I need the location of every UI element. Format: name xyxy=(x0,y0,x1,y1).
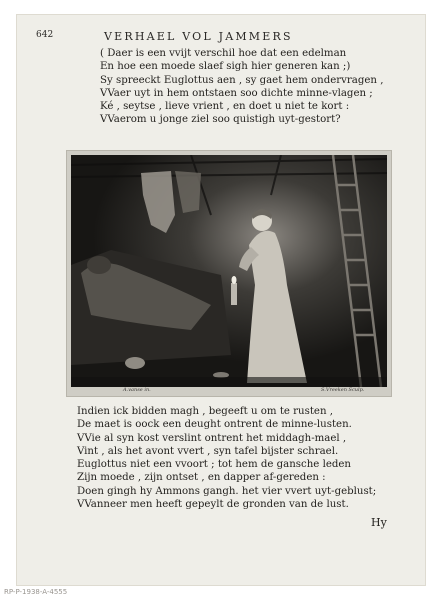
running-title: VERHAEL VOL JAMMERS xyxy=(104,30,293,43)
page-number: 642 xyxy=(36,30,54,40)
verse-line: VVaer uyt in hem ontstaen soo dichte minne-vlagen ; xyxy=(100,87,373,99)
collection-stamp: RP-P-1938-A-4555 xyxy=(4,588,68,596)
engraving-image xyxy=(71,155,387,387)
verse-line: VVanneer men heeft gepeylt de gronden van de lust. xyxy=(77,499,349,511)
verse-top xyxy=(100,47,383,127)
verse-line: ( Daer is een vvijt verschil hoe dat een edelman xyxy=(100,48,347,59)
verse-line: Euglottus niet een vvoort ; tot hem de gansche leden xyxy=(77,459,351,471)
engraving-signature-left: A.vanse in. xyxy=(123,387,151,393)
verse-line: Ké , seytse , lieve vrient , en doet u niet te kort : xyxy=(100,101,350,113)
engraving-plate xyxy=(66,150,392,397)
verse-bottom xyxy=(77,405,376,511)
verse-line: Sy spreeckt Euglottus aen , sy gaet hem ondervragen , xyxy=(100,74,384,86)
engraving-signature-right: S.Vreeken Sculp. xyxy=(321,387,365,393)
verse-line: VVaerom u jonge ziel soo quistigh uyt-gestort? xyxy=(100,114,341,126)
catchword: Hy xyxy=(371,516,387,529)
verse-line: Vint , als het avont vvert , syn tafel bijster schrael. xyxy=(77,445,339,457)
verse-line: Doen gingh hy Ammons gangh. het vier vvert uyt-geblust; xyxy=(77,485,377,497)
verse-line: De maet is oock een deught ontrent de minne-lusten. xyxy=(77,419,352,431)
verse-line: VVie al syn kost verslint ontrent het middagh-mael , xyxy=(77,432,347,444)
verse-line: Zijn moede , zijn ontset , en dapper af-gereden : xyxy=(77,472,326,484)
verse-line: En hoe een moede slaef sigh hier generen kan ;) xyxy=(100,61,351,73)
verse-line: Indien ick bidden magh , begeeft u om te rusten , xyxy=(77,406,333,417)
